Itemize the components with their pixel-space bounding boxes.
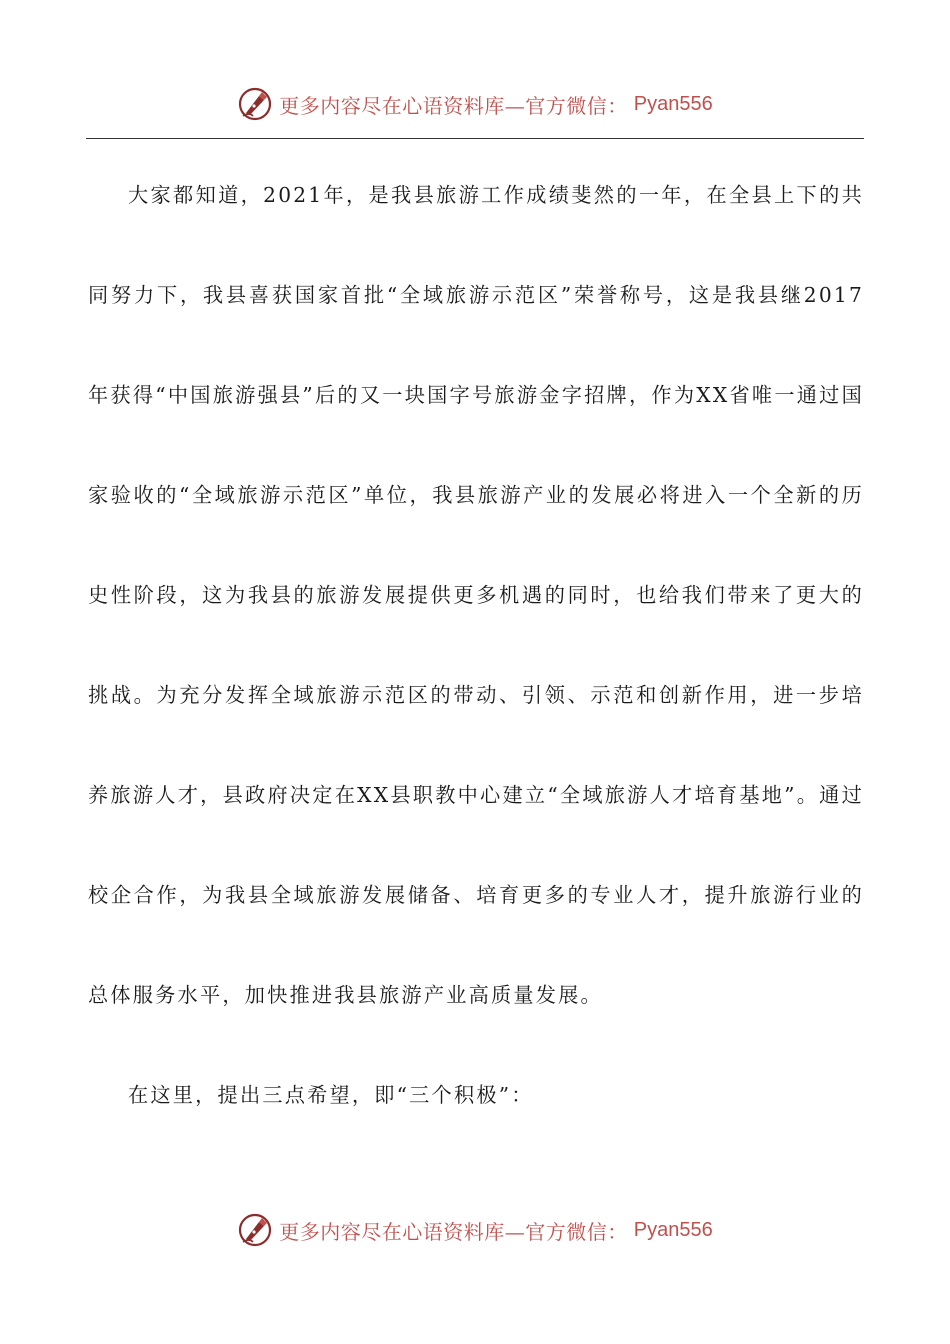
wechat-id: Pyan556 — [633, 1218, 713, 1241]
header-rule — [86, 138, 864, 139]
paragraph-1: 大家都知道，2021年，是我县旅游工作成绩斐然的一年，在全县上下的共同努力下，我县喜获国家首批“全域旅游示范区”荣誉称号，这是我县继2017年获得“中国旅游强县”后的又一块国字号旅游金字招牌，作为XX省唯一通过国家验收的“全域旅游示范区”单位，我县旅游产业的发展必将进入一个全新的历史性阶段，这为我县的旅游发展提供更多机遇的同时，也给我们带来了更大的挑战。为充分发挥全域旅游示范区的带动、引领、示范和创新作用，进一步培养旅游人才，县政府决定在XX县职教中心建立“全域旅游人才培育基地”。通过校企合作，为我县全域旅游发展储备、培育更多的专业人才，提升旅游行业的总体服务水平，加快推进我县旅游产业高质量发展。 — [88, 183, 864, 1007]
header-banner — [0, 84, 950, 124]
pen-nib-icon — [237, 86, 273, 122]
paragraph-2: 在这里，提出三点希望，即“三个积极”： — [128, 1083, 534, 1107]
document-body — [88, 145, 864, 1145]
banner-text: 更多内容尽在心语资料库—官方微信： — [279, 93, 628, 118]
banner-text: 更多内容尽在心语资料库—官方微信： — [279, 1219, 628, 1244]
footer-banner — [0, 1210, 950, 1250]
wechat-id: Pyan556 — [633, 92, 713, 115]
pen-nib-icon — [237, 1212, 273, 1248]
